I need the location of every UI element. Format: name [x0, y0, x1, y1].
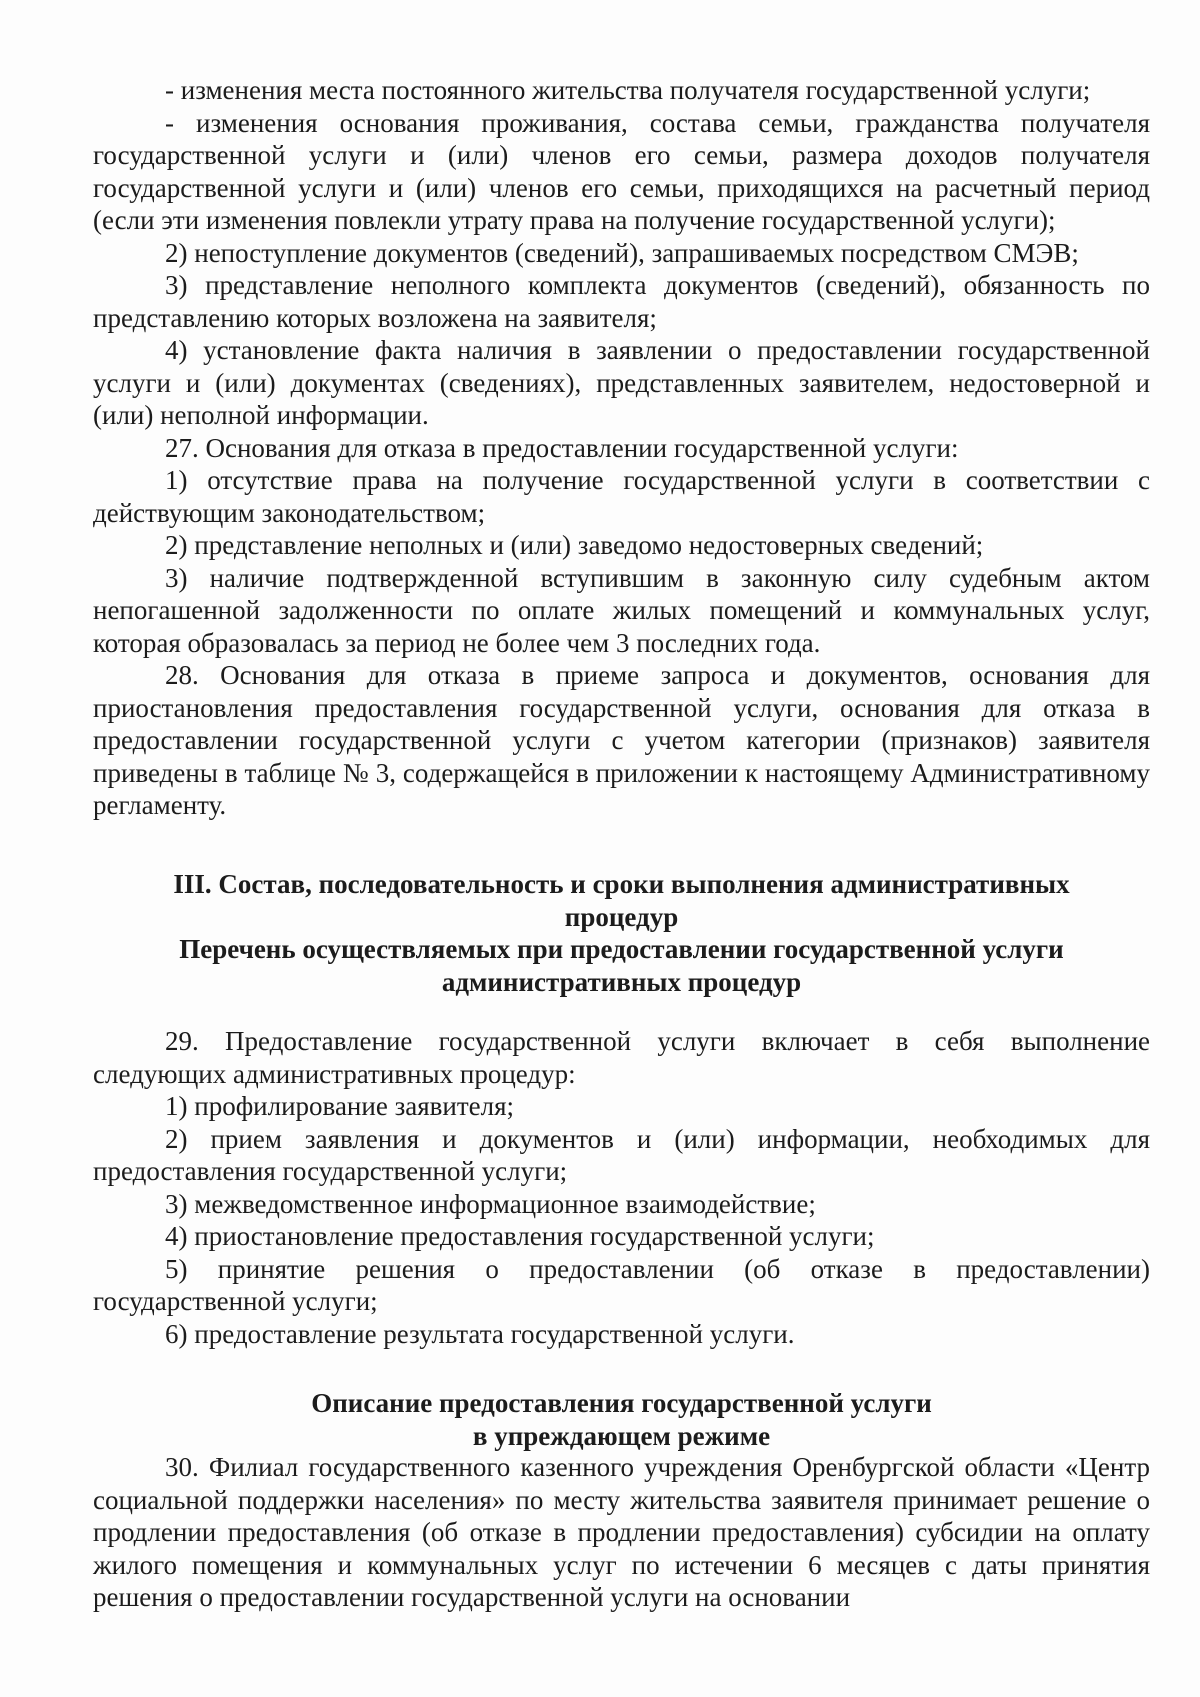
- paragraph: 30. Филиал государственного казенного учреждения Оренбургской области «Центр социальной поддержки населения» по месту жительства заявителя принимает решение о продлении предоставления (об отказе в продлении предоставления) субсидии на оплату жилого помещения и коммунальных услуг по истечении 6 месяцев с даты принятия решения о предоставлении государственной услуги на основании: [93, 1452, 1150, 1612]
- paragraph: 27. Основания для отказа в предоставлении государственной услуги:: [165, 432, 959, 463]
- paragraph: - изменения места постоянного жительства получателя государственной услуги;: [165, 75, 1091, 105]
- description-heading: в упреждающем режиме: [472, 1420, 771, 1451]
- text-block-description: [93, 1451, 1150, 1614]
- paragraph: 1) отсутствие права на получение государственной услуги в соответствии с действующим законодательством;: [93, 465, 1150, 528]
- section-heading: III. Состав, последовательность и сроки выполнения административных: [173, 869, 1070, 899]
- description-heading: Описание предоставления государственной услуги: [311, 1388, 932, 1418]
- list-item: 3) межведомственное информационное взаимодействие;: [165, 1188, 816, 1219]
- section-heading: процедур: [564, 901, 679, 932]
- section-subheading: Перечень осуществляемых при предоставлении государственной услуги: [179, 934, 1064, 964]
- section-subheading: административных процедур: [441, 966, 802, 997]
- text-block-procedures: [93, 1025, 1150, 1350]
- paragraph: 4) установление факта наличия в заявлении о предоставлении государственной услуги и (или) документах (сведениях), представленных заявителем, недостоверной и (или) неполной информации.: [93, 335, 1150, 430]
- list-item: 5) принятие решения о предоставлении (об отказе в предоставлении) государственной услуги;: [93, 1253, 1150, 1316]
- list-item: 2) прием заявления и документов и (или) информации, необходимых для предоставления государственной услуги;: [93, 1123, 1150, 1186]
- paragraph: 3) представление неполного комплекта документов (сведений), обязанность по представлению которых возложена на заявителя;: [93, 270, 1150, 333]
- paragraph: 29. Предоставление государственной услуги включает в себя выполнение следующих административных процедур:: [93, 1026, 1150, 1089]
- paragraph: 28. Основания для отказа в приеме запроса и документов, основания для приостановления предоставления государственной услуги, основания для отказа в предоставлении государственной услуги с учетом категории (признаков) заявителя приведены в таблице № 3, содержащейся в приложении к настоящему Административному регламенту.: [93, 660, 1150, 820]
- list-item: 4) приостановление предоставления государственной услуги;: [165, 1221, 875, 1251]
- paragraph: 3) наличие подтвержденной вступившим в законную силу судебным актом непогашенной задолженности по оплате жилых помещений и коммунальных услуг, которая образовалась за период не более чем 3 последних года.: [93, 562, 1150, 658]
- text-block-grounds: [93, 74, 1150, 822]
- list-item: 1) профилирование заявителя;: [165, 1091, 515, 1121]
- paragraph: - изменения основания проживания, состава семьи, гражданства получателя государственной услуги и (или) членов его семьи, размера доходов получателя государственной услуги и (или) членов его семьи, приходящихся на расчетный период (если эти изменения повлекли утрату права на получение государственной услуги);: [93, 107, 1150, 235]
- list-item: 6) предоставление результата государственной услуги.: [165, 1318, 795, 1349]
- paragraph: 2) представление неполных и (или) заведомо недостоверных сведений;: [165, 530, 984, 560]
- description-heading-block: [93, 1387, 1150, 1452]
- section-heading-block: [93, 868, 1150, 998]
- paragraph: 2) непоступление документов (сведений), запрашиваемых посредством СМЭВ;: [165, 237, 1079, 268]
